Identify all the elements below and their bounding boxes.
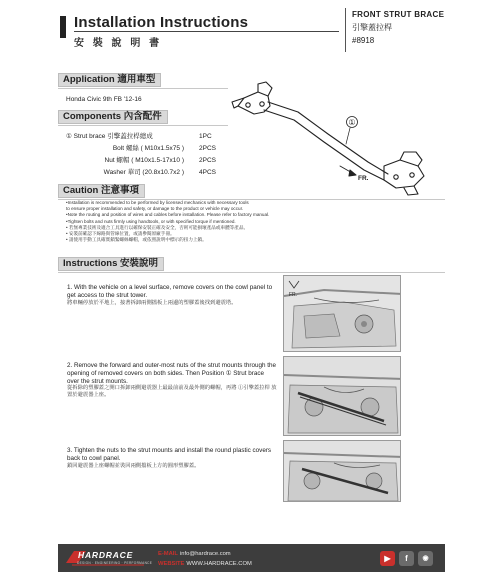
step-1-text: [67, 284, 277, 307]
caution-heading: Caution 注意事項: [58, 184, 145, 198]
caution-line: •Note the routing and position of wires and cables before installation. Please refer to factory manual.: [66, 212, 270, 218]
document-title: Installation Instructions: [74, 14, 249, 31]
email-line: [158, 549, 252, 559]
strut-brace-diagram: [228, 62, 443, 197]
part-number: #8918: [352, 36, 375, 45]
youtube-icon[interactable]: ▶: [380, 551, 395, 566]
instructions-divider: [58, 272, 445, 273]
step-3-text: [67, 447, 277, 470]
hardrace-logo: [64, 549, 153, 567]
caution-line: • 若無專業技術及適合工具進行以確保安裝正確及安全，否則可能損壞產品或車體等產品。: [66, 224, 249, 230]
step-text-en: 2. Remove the forward and outer-most nuts of the strut mounts through the opening of removed covers on both sides. Then Position ① Strut brace over the strut mounts.: [67, 362, 276, 385]
footer: [58, 544, 445, 572]
direction-label: FR.: [358, 175, 369, 182]
caution-line: • 請使用手動工具確實鎖緊螺絲螺帽，或依照說明中標示的扭力上鎖。: [66, 237, 207, 243]
step-3-photo: [283, 440, 401, 502]
step-text-zh: 將車輛停放於平地上，接著拆卸兩側擋板上兩邊的塑膠蓋後找到避震塔。: [67, 299, 237, 306]
application-heading: Application 適用車型: [58, 73, 161, 87]
step-2-text: [67, 362, 277, 399]
header-divider: [74, 31, 339, 32]
step-2-photo: [283, 356, 401, 436]
product-info: [345, 8, 445, 52]
email-label: E-MAIL: [158, 551, 178, 557]
photo-direction-label: FR.: [289, 292, 298, 298]
logo-wordmark: HARDRACE: [78, 550, 134, 560]
lower-right-bracket: [384, 160, 424, 188]
application-divider: [58, 88, 228, 89]
step-text-en: 3. Tighten the nuts to the strut mounts and install the round plastic covers back to cowl panel.: [67, 447, 272, 462]
component-name: Bolt 螺絲 ( M10x1.5x75 ): [112, 145, 184, 152]
component-qty: 2PCS: [199, 157, 216, 164]
website-label: WEBSITE: [158, 561, 185, 567]
website-link[interactable]: WWW.HARDRACE.COM: [186, 561, 252, 567]
component-qty: 2PCS: [199, 145, 216, 152]
caution-line: • 安裝前確認下線路與管線位置，或請參閱原廠手冊。: [66, 231, 175, 237]
step-text-zh: 從拆除的塑膠蓋之開口拆卸兩側避震器上最最前前及最外側的螺帽，再將 ①引擎蓋拉桿 放置於避震器上座。: [67, 385, 277, 399]
components-heading: Components 內含配件: [58, 110, 168, 124]
caution-line: •Installation is recommended to be performed by licensed mechanics with necessary tools: [66, 200, 249, 205]
brace-bar: [268, 102, 388, 174]
step-text-en: 1. With the vehicle on a level surface, remove covers on the cowl panel to get access to the strut tower.: [67, 284, 273, 299]
callout-number: ①: [348, 118, 356, 127]
product-name: FRONT STRUT BRACE: [352, 10, 445, 19]
caution-notes: [66, 200, 336, 243]
wechat-icon[interactable]: ◉: [418, 551, 433, 566]
instructions-heading: Instructions 安裝說明: [58, 257, 164, 271]
caution-line: to ensure proper installation and safety, or damage to the product or vehicle may occur.: [66, 206, 244, 212]
vehicle-model: Honda Civic 9th FB '12-16: [66, 96, 142, 103]
step-text-zh: 鎖回避震器上座螺帽並裝回兩側擋板上方的圓形塑膠蓋。: [67, 462, 200, 469]
document-header: [0, 0, 500, 60]
header-accent-bar: [60, 16, 66, 38]
components-divider: [58, 125, 228, 126]
email-link[interactable]: info@hardrace.com: [179, 551, 231, 557]
component-qty: 4PCS: [199, 169, 216, 176]
component-name: Washer 華司 (20.8x10.7x2 ): [103, 169, 184, 176]
contact-info: [158, 549, 252, 569]
product-name-chinese: 引擎蓋拉桿: [352, 23, 392, 32]
facebook-icon[interactable]: f: [399, 551, 414, 566]
step-1-photo: [283, 275, 401, 352]
document-title-chinese: 安 裝 說 明 書: [74, 38, 163, 49]
caution-line: •Tighten bolts and nuts firmly using handtools, or with specified torque if mentioned.: [66, 218, 236, 224]
component-name: ① Strut brace 引擎蓋拉桿總成: [66, 133, 153, 140]
website-line: [158, 559, 252, 569]
component-qty: 1PC: [199, 133, 212, 140]
logo-tagline: DESIGN · ENGINEERING · PERFORMANCE: [77, 561, 153, 565]
component-name: Nut 螺帽 ( M10x1.5-17x10 ): [104, 157, 184, 164]
